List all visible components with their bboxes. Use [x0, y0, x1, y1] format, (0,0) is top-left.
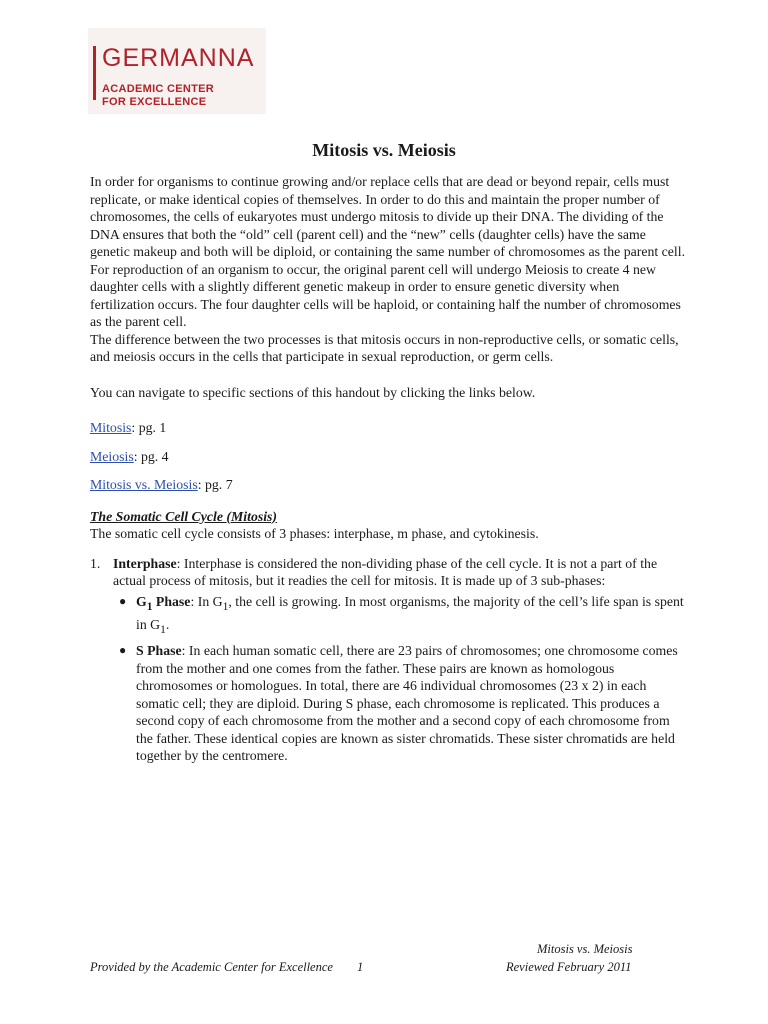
intro-paragraph-1: In order for organisms to continue growing and/or replace cells that are dead or beyond repair, cells must replicate, or make identical copies of themselves. In order to do this and maintain the proper number of chromosomes, the cells of eukaryotes must undergo mitosis to divide up their DNA. The dividing of the DNA ensures that both the “old” cell (parent cell) and the “new” cells (daughter cells) have the same genetic makeup and both will be diploid, or containing the same number of chromosomes as the parent cell. [90, 174, 686, 259]
s-label: S Phase [136, 643, 182, 658]
phase-label: Interphase [113, 555, 177, 571]
section-intro: The somatic cell cycle consists of 3 phases: interphase, m phase, and cytokinesis. [90, 526, 539, 541]
footer-doc-title: Mitosis vs. Meiosis [537, 942, 633, 956]
document-body [90, 173, 686, 765]
link-mitosis-page: : pg. 1 [131, 420, 167, 435]
link-comparison-page: : pg. 7 [197, 477, 233, 492]
intro-paragraph-2: For reproduction of an organism to occur, the original parent cell will undergo Meiosis to create 4 new daughter cells with a slightly different genetic makeup in order to ensure genetic diversity when fertilization occurs. The four daughter cells will be haploid, or containing half the number of chromosomes as the parent cell. [90, 261, 681, 329]
page-title: Mitosis vs. Meiosis [312, 140, 456, 160]
bullet-icon: ● [119, 643, 127, 657]
g1-label: $G_1$ Phase [136, 593, 191, 613]
section-heading: The Somatic Cell Cycle (Mitosis) [90, 508, 278, 524]
bullet-icon: ● [119, 593, 127, 608]
subphase-item-g1 [113, 593, 686, 640]
link-mitosis[interactable]: Mitosis [90, 420, 132, 435]
link-line-meiosis [90, 448, 686, 466]
g1-text: : In $G_1$, the cell is growing. In most organisms, the majority of the cell’s life span is spent in $G_1$. [136, 593, 684, 636]
logo-line-1: ACADEMIC CENTER [102, 83, 215, 95]
subphase-item-s [113, 642, 686, 765]
phase-text: : Interphase is considered the non-dividing phase of the cell cycle. It is not a part of the actual process of mitosis, but it readies the cell for mitosis. It is made up of 3 sub-phases: [113, 555, 658, 588]
link-mitosis-vs-meiosis[interactable]: Mitosis vs. Meiosis [90, 477, 198, 492]
phase-number: 1. [90, 555, 101, 571]
subphase-list [113, 593, 686, 765]
navigate-text: You can navigate to specific sections of this handout by clicking the links below. [90, 384, 536, 400]
link-meiosis-page: : pg. 4 [133, 448, 169, 464]
s-text: : In each human somatic cell, there are 23 pairs of chromosomes; one chromosome comes from the mother and one comes from the father. These pairs are known as homologous chromosomes or homologues. In total, there are 46 individual chromosomes (23 x 2) in each somatic cell; they are diploid. During S phase, each chromosome is replicated. This produces a second copy of each chromosome from the mother and a second copy of each chromosome from the father. These identical copies are known as sister chromatids. These sister chromatids are held together by the centromere. [136, 643, 678, 763]
logo-brand: GERMANNA [102, 44, 255, 72]
footer-review-date: Reviewed February 2011 [506, 960, 632, 974]
footer-provider: Provided by the Academic Center for Excellence [90, 960, 333, 974]
germanna-logo [88, 28, 266, 114]
intro-paragraph-3: The difference between the two processes is that mitosis occurs in non-reproductive cells, or somatic cells, and meiosis occurs in the cells that participate in sexual reproduction, or germ cells. [90, 331, 679, 364]
link-line-mitosis [90, 419, 686, 437]
phase-list [90, 555, 686, 765]
link-meiosis[interactable]: Meiosis [90, 448, 134, 464]
phase-item-interphase [90, 555, 686, 765]
link-line-comparison [90, 476, 686, 494]
logo-bar [93, 46, 96, 100]
logo-line-2: FOR EXCELLENCE [102, 96, 207, 108]
footer-page-number: 1 [357, 960, 364, 974]
